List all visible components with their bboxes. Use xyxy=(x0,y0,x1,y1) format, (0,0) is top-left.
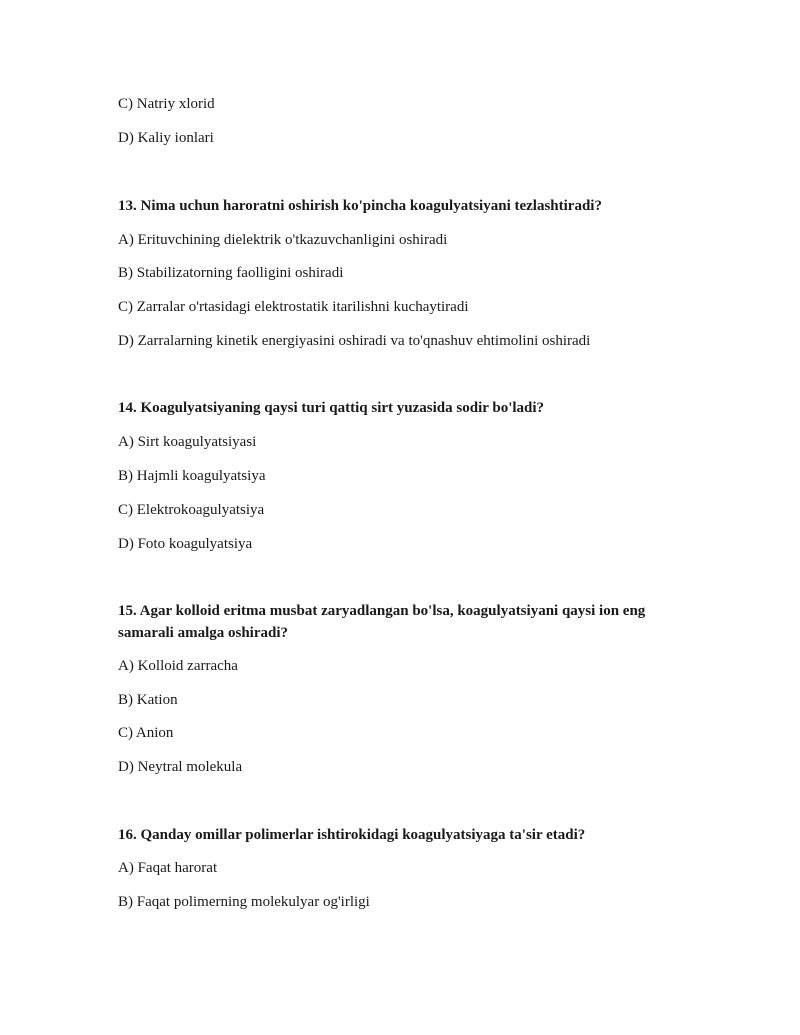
question-15: 15. Agar kolloid eritma musbat zaryadlangan bo'lsa, koagulyatsiyani qaysi ion eng samarali amalga oshiradi? xyxy=(118,603,646,641)
answer-option: A) Erituvchining dielektrik o'tkazuvchanligini oshiradi xyxy=(118,232,448,248)
answer-option: B) Stabilizatorning faolligini oshiradi xyxy=(118,265,344,281)
answer-option: C) Zarralar o'rtasidagi elektrostatik itarilishni kuchaytiradi xyxy=(118,299,469,315)
answer-option: A) Faqat harorat xyxy=(118,860,218,876)
answer-option: D) Zarralarning kinetik energiyasini oshiradi va to'qnashuv ehtimolini oshiradi xyxy=(118,333,591,349)
answer-option: C) Anion xyxy=(118,725,174,741)
answer-option: A) Sirt koagulyatsiyasi xyxy=(118,434,257,450)
answer-option: C) Elektrokoagulyatsiya xyxy=(118,502,265,518)
answer-option: B) Hajmli koagulyatsiya xyxy=(118,468,266,484)
answer-option: B) Kation xyxy=(118,692,178,708)
question-13: 13. Nima uchun haroratni oshirish ko'pincha koagulyatsiyani tezlashtiradi? xyxy=(118,198,602,214)
question-16: 16. Qanday omillar polimerlar ishtirokidagi koagulyatsiyaga ta'sir etadi? xyxy=(118,827,586,843)
answer-option: B) Faqat polimerning molekulyar og'irligi xyxy=(118,894,370,910)
answer-option: A) Kolloid zarracha xyxy=(118,658,238,674)
question-14: 14. Koagulyatsiyaning qaysi turi qattiq sirt yuzasida sodir bo'ladi? xyxy=(118,400,545,416)
answer-option: C) Natriy xlorid xyxy=(118,96,215,112)
answer-option: D) Neytral molekula xyxy=(118,759,243,775)
answer-option: D) Foto koagulyatsiya xyxy=(118,536,253,552)
answer-option: D) Kaliy ionlari xyxy=(118,130,214,146)
